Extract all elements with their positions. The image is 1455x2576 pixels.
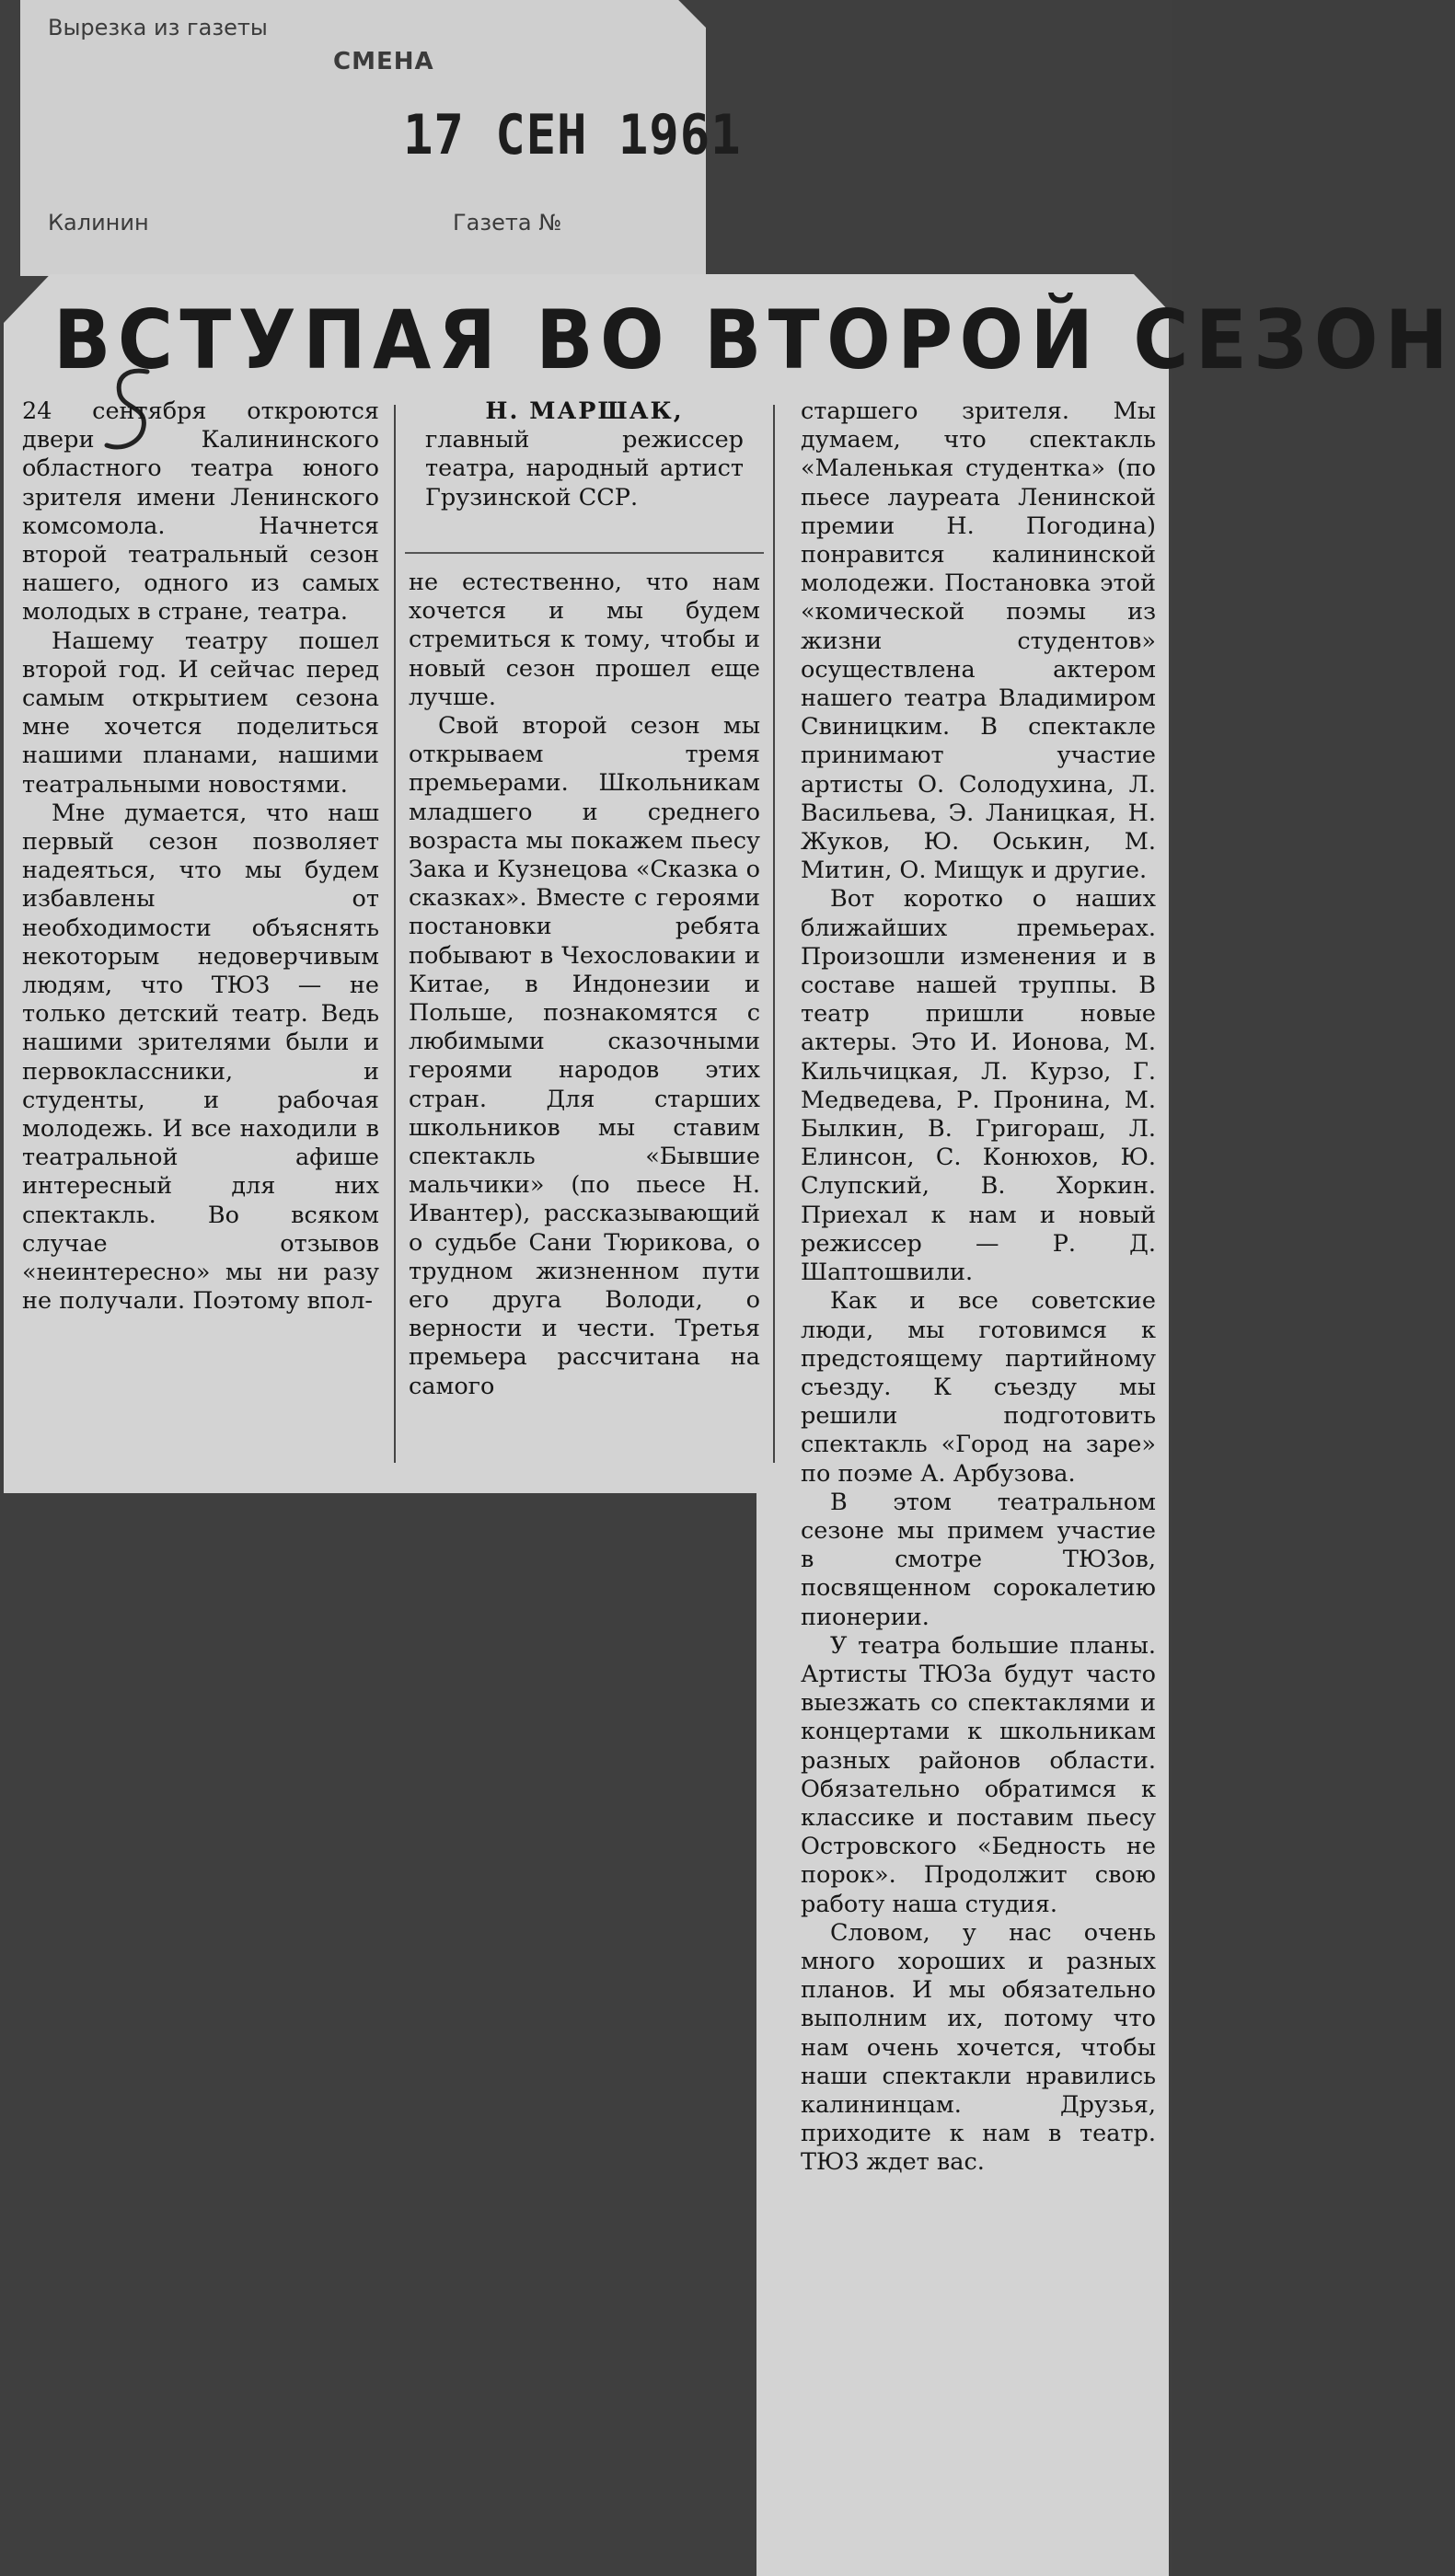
paragraph: У театра большие планы. Артисты ТЮЗа будут часто выезжать со спектаклями и концертами к школьникам разных районов области. Обязательно обратимся к классике и поставим пьесу Островского «Бедность не порок». Продолжит свою работу наша студия. [801,1631,1156,1918]
column-rule-right [773,405,775,1463]
byline [425,397,744,512]
slip-city: Калинин [48,210,149,236]
paragraph: В этом театральном сезоне мы примем участие в смотре ТЮЗов, посвященном сорокалетию пионерии. [801,1488,1156,1631]
paragraph: Свой второй сезон мы открываем тремя премьерами. Школьникам младшего и среднего возраста мы покажем пьесу Зака и Кузнецова «Сказка о сказках». Вместе с героями постановки ребята побывают в Чехословакии и Китае, в Индонезии и Польше, познакомятся с любимыми сказочными героями народов этих стран. Для старших школьников мы ставим спектакль «Бывшие мальчики» (по пьесе Н. Ивантер), рассказывающий о судьбе Сани Тюрикова, о трудном жизненном пути его друга Володи, о верности и чести. Третья премьера рассчитана на самого [409,712,760,1400]
paragraph: 24 сентября откроются двери Калининского областного театра юного зрителя имени Ленинского комсомола. Начнется второй театральный сезон нашего, одного из самых молодых в стране, театра. [22,397,379,627]
author-role: главный режиссер театра, народный артист Грузинской ССР. [425,426,744,512]
article-headline: ВСТУПАЯ ВО ВТОРОЙ СЕЗОН [53,293,1455,387]
paragraph: Словом, у нас очень много хороших и разных планов. И мы обязательно выполним их, потому что нам очень хочется, чтобы наши спектакли нравились калининцам. Друзья, приходите к нам в театр. ТЮЗ ждет вас. [801,1918,1156,2177]
paragraph: Как и все советские люди, мы готовимся к предстоящему партийному съезду. К съезду мы решили подготовить спектакль «Город на заре» по поэме А. Арбузова. [801,1287,1156,1488]
article-column-1 [22,397,379,1317]
paragraph: Вот коротко о наших ближайших премьерах. Произошли изменения и в составе нашей труппы. В театр пришли новые актеры. Это И. Ионова, М. Кильчицкая, Л. Курзо, Г. Медведева, Р. Пронина, М. Былкин, В. Григораш, Л. Елинсон, С. Конюхов, Ю. Слупский, В. Хоркин. Приехал к нам и новый режиссер — Р. Д. Шаптошвили. [801,885,1156,1287]
paragraph: Нашему театру пошел второй год. И сейчас перед самым открытием сезона мне хочется поделиться нашими планами, нашими театральными новостями. [22,627,379,799]
paragraph: Мне думается, что наш первый сезон позволяет надеяться, что мы будем избавлены от необходимости объяснять некоторым недоверчивым людям, что ТЮЗ — не только детский театр. Ведь нашими зрителями были и первоклассники, и студенты, и рабочая молодежь. И все находили в театральной афише интересный для них спектакль. Во всяком случае отзывов «неинтересно» мы ни разу не получали. Поэтому впол- [22,799,379,1316]
column-rule-left [394,405,396,1463]
paragraph: не естественно, что нам хочется и мы будем стремиться к тому, чтобы и новый сезон прошел еще лучше. [409,569,760,711]
date-stamp: 17 СЕН 1961 [403,103,742,167]
article-column-2 [409,569,760,1401]
slip-issue-label: Газета № [453,210,562,236]
author-name: Н. МАРШАК, [485,397,684,425]
paragraph: старшего зрителя. Мы думаем, что спектакль «Маленькая студентка» (по пьесе лауреата Ленинской премии Н. Погодина) понравится калининской молодежи. Постановка этой «комической поэмы из жизни студентов» осуществлена актером нашего театра Владимиром Свиницким. В спектакле принимают участие артисты О. Солодухина, Л. Васильева, Э. Ланицкая, Н. Жуков, Ю. Оськин, М. Митин, О. Мищук и другие. [801,397,1156,885]
article-column-3 [801,397,1156,2178]
slip-label: Вырезка из газеты [48,15,268,40]
slip-newspaper-name: СМЕНА [333,48,434,75]
byline-rule [405,552,764,554]
